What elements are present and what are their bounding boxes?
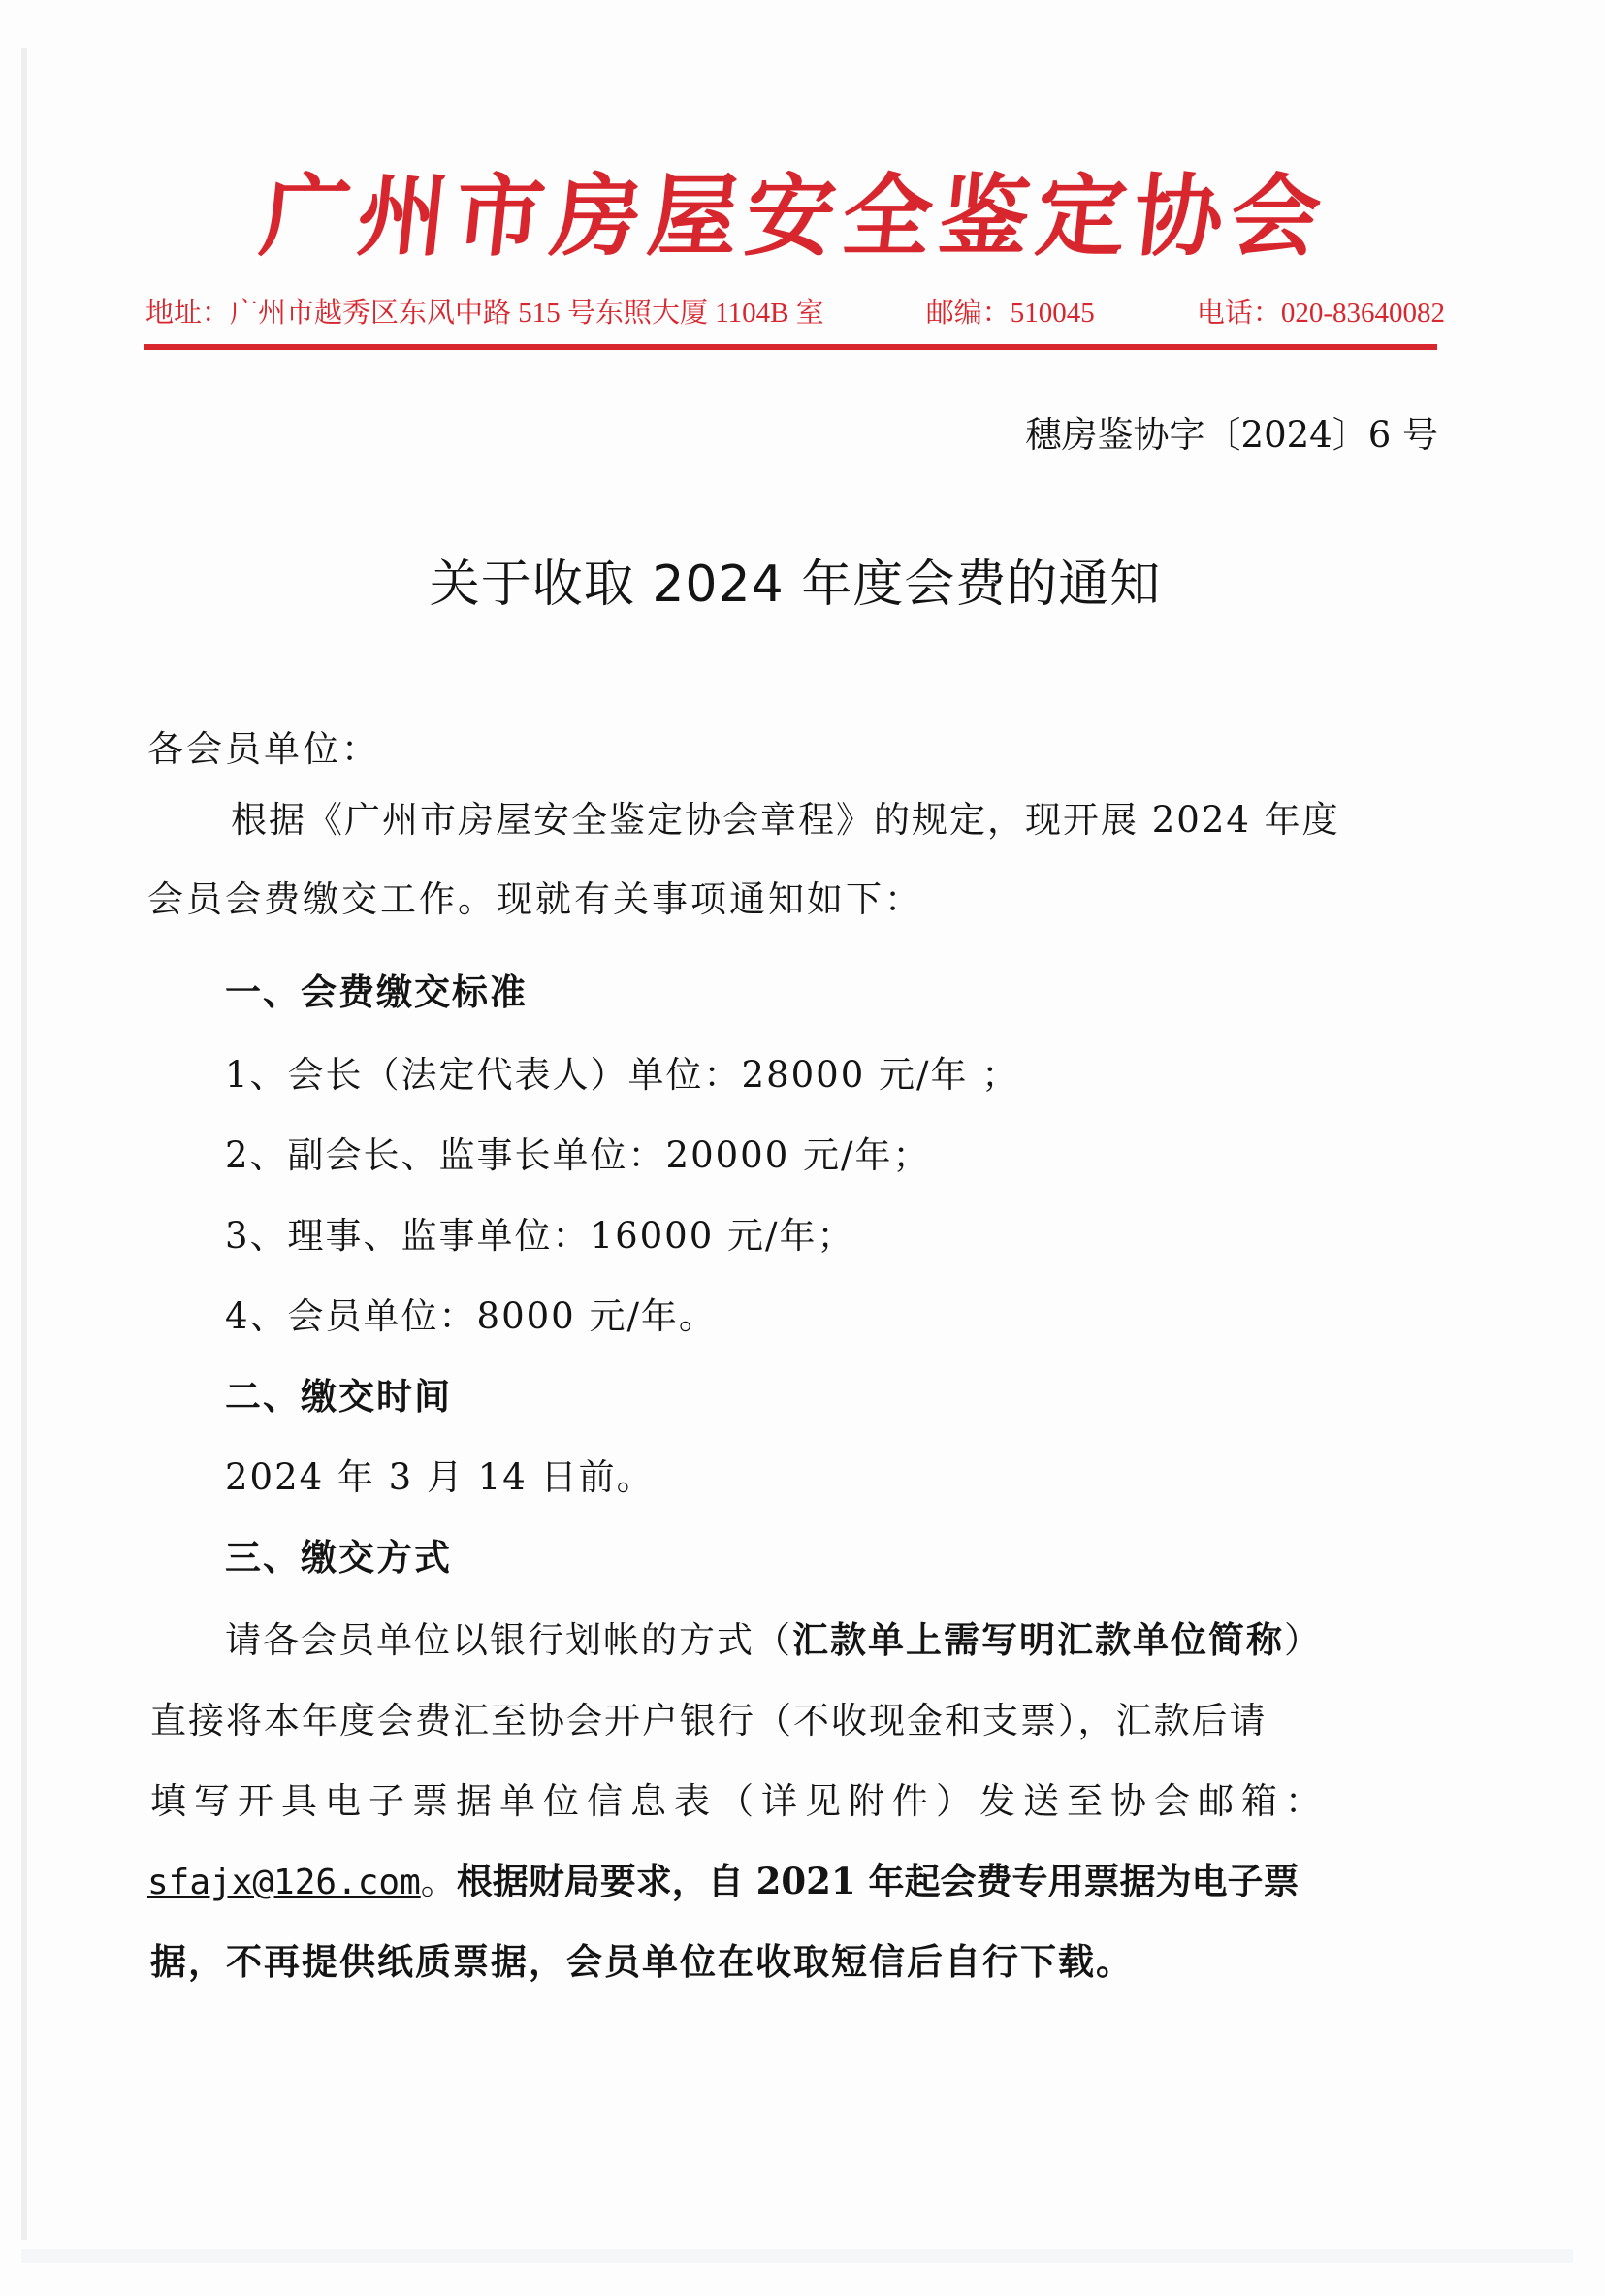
payment-method-text: ） — [1284, 1619, 1322, 1661]
fee-item: 3、理事、监事单位：16000 元/年； — [225, 1215, 855, 1257]
payment-method-emphasis: 根据财局要求，自 2021 年起会费专用票据为电子票 — [456, 1860, 1300, 1902]
section-heading-fee-standard: 一、会费缴交标准 — [225, 971, 528, 1013]
addressee: 各会员单位： — [147, 728, 380, 770]
letterhead-address: 地址：广州市越秀区东风中路 515 号东照大厦 1104B 室 — [145, 298, 824, 329]
letterhead-phone: 电话：020-83640082 — [1196, 298, 1445, 329]
fee-item: 1、会长（法定代表人）单位：28000 元/年 ； — [225, 1054, 1020, 1096]
payment-method-line: 直接将本年度会费汇至协会开户银行（不收现金和支票），汇款后请 — [150, 1700, 1268, 1741]
payment-method-text: 。 — [420, 1861, 457, 1902]
letterhead-contact — [145, 291, 1445, 331]
section-heading-payment-method: 三、缴交方式 — [225, 1536, 452, 1578]
fee-item: 2、副会长、监事长单位：20000 元/年； — [225, 1134, 931, 1176]
intro-line: 会员会费缴交工作。现就有关事项通知如下： — [147, 878, 923, 920]
letterhead-postcode: 邮编：510045 — [925, 298, 1095, 329]
scan-edge — [21, 2249, 1573, 2263]
payment-method-emphasis: 汇款单上需写明汇款单位简称 — [792, 1618, 1284, 1661]
document-number: 穗房鉴协字〔2024〕6 号 — [1025, 414, 1438, 456]
scan-edge — [21, 48, 27, 2240]
payment-method-line — [147, 1852, 1300, 1904]
payment-method-text: 请各会员单位以银行划帐的方式（ — [225, 1619, 792, 1661]
payment-deadline: 2024 年 3 月 14 日前。 — [225, 1456, 655, 1498]
intro-line: 根据《广州市房屋安全鉴定协会章程》的规定，现开展 2024 年度 — [231, 799, 1340, 841]
payment-method-line — [225, 1610, 1322, 1663]
letterhead-rule — [144, 344, 1437, 350]
email-link[interactable]: sfajx@126.com — [147, 1863, 421, 1902]
section-heading-payment-time: 二、缴交时间 — [225, 1375, 452, 1418]
letterhead-organization: 广州市房屋安全鉴定协会 — [255, 164, 1333, 269]
payment-method-emphasis: 据，不再提供纸质票据，会员单位在收取短信后自行下载。 — [150, 1940, 1134, 1983]
payment-method-line: 填写开具电子票据单位信息表（详见附件）发送至协会邮箱： — [150, 1780, 1329, 1822]
notice-title: 关于收取 2024 年度会费的通知 — [429, 556, 1162, 614]
fee-item: 4、会员单位：8000 元/年。 — [225, 1295, 717, 1337]
